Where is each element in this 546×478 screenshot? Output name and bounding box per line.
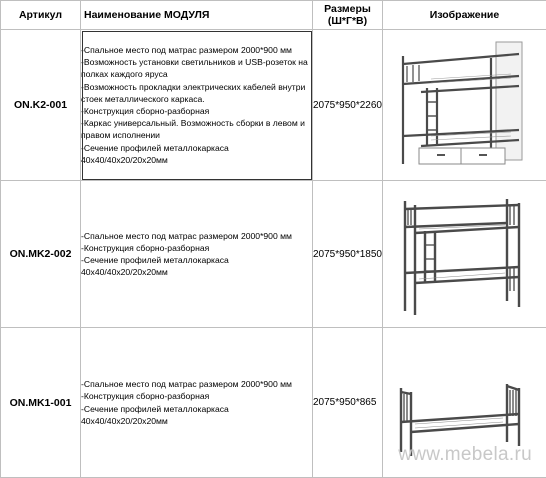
image-cell: [383, 181, 546, 328]
header-image: Изображение: [383, 1, 546, 30]
header-article: Артикул: [1, 1, 81, 30]
header-name: Наименование МОДУЛЯ: [81, 1, 313, 30]
size-cell: 2075*950*2260: [313, 30, 383, 181]
description-line: -Возможность прокладки электрических кабелей внутри стоек металлического каркаса.: [81, 81, 312, 105]
description-line: -Конструкция сборно-разборная: [81, 242, 312, 254]
description-line: -Спальное место под матрас размером 2000*900 мм: [81, 230, 312, 242]
header-row: [1, 1, 546, 30]
article-cell: ON.MK2-002: [1, 181, 81, 328]
description-line: -Возможность установки светильников и USB-розеток на полках каждого яруса: [81, 56, 312, 80]
bunk-bed-with-panels-icon: [391, 36, 541, 176]
description-line: -Спальное место под матрас размером 2000*900 мм: [81, 378, 312, 390]
image-cell: [383, 30, 546, 181]
description-line: -Конструкция сборно-разборная: [81, 390, 312, 402]
size-cell: 2075*950*1850: [313, 181, 383, 328]
description-line: -Сечение профилей металлокаркаса 40x40/40x20/20x20мм: [81, 254, 312, 278]
header-sizes: Размеры (Ш*Г*В): [313, 1, 383, 30]
description-cell: [81, 328, 313, 478]
description-line: -Сечение профилей металлокаркаса 40x40/40x20/20x20мм: [81, 403, 312, 427]
table-row: [1, 181, 546, 328]
description-cell: [81, 181, 313, 328]
watermark: www.mebela.ru: [398, 444, 532, 466]
article-cell: ON.K2-001: [1, 30, 81, 181]
description-line: -Сечение профилей металлокаркаса 40x40/40x20/20x20мм: [81, 142, 312, 166]
description-line: -Спальное место под матрас размером 2000*900 мм: [81, 44, 312, 56]
table-row: [1, 30, 546, 181]
description-line: -Каркас универсальный. Возможность сборки в левом и правом исполнении: [81, 117, 312, 141]
article-cell: ON.MK1-001: [1, 328, 81, 478]
metal-bunk-bed-icon: [395, 191, 535, 321]
description-line: -Конструкция сборно-разборная: [81, 105, 312, 117]
size-cell: 2075*950*865: [313, 328, 383, 478]
description-cell: [81, 30, 313, 181]
